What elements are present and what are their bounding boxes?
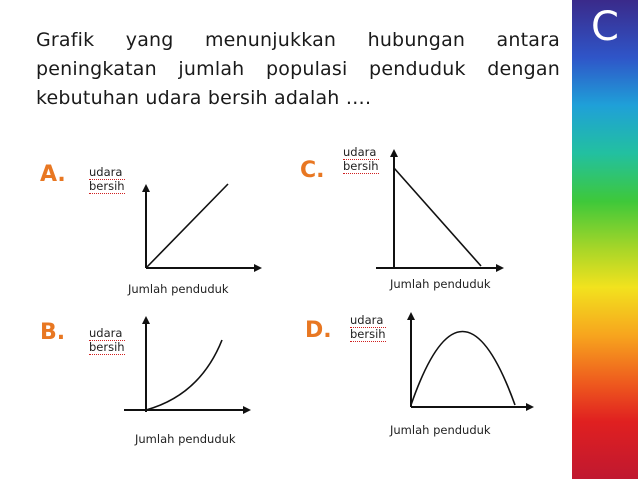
- graph-a-xlabel: Jumlah penduduk: [128, 282, 229, 296]
- graph-a-curve: [146, 184, 228, 268]
- graph-b-ylabel: udara bersih: [89, 326, 125, 354]
- graph-d-curve: [411, 332, 515, 406]
- graph-d: [411, 316, 530, 407]
- graph-a: [146, 184, 258, 268]
- graph-c-xlabel: Jumlah penduduk: [390, 277, 491, 291]
- graph-d-xlabel: Jumlah penduduk: [390, 423, 491, 437]
- graph-b-xlabel: Jumlah penduduk: [135, 432, 236, 446]
- graph-b-curve: [146, 340, 222, 410]
- option-d-letter[interactable]: D.: [305, 318, 332, 343]
- graph-b: [124, 320, 247, 412]
- graph-c-curve: [394, 168, 481, 266]
- graph-a-ylabel: udara bersih: [89, 165, 125, 193]
- option-a-letter[interactable]: A.: [40, 162, 66, 187]
- answer-letter: C: [591, 4, 619, 50]
- graph-c: [376, 153, 500, 268]
- question-text: Grafik yang menunjukkan hubungan antara peningkatan jumlah populasi penduduk dengan kebutuhan udara bersih adalah ….: [36, 29, 560, 109]
- graph-c-ylabel: udara bersih: [343, 145, 379, 173]
- option-b-letter[interactable]: B.: [40, 320, 66, 345]
- option-c-letter[interactable]: C.: [300, 158, 325, 183]
- graph-d-ylabel: udara bersih: [350, 313, 386, 341]
